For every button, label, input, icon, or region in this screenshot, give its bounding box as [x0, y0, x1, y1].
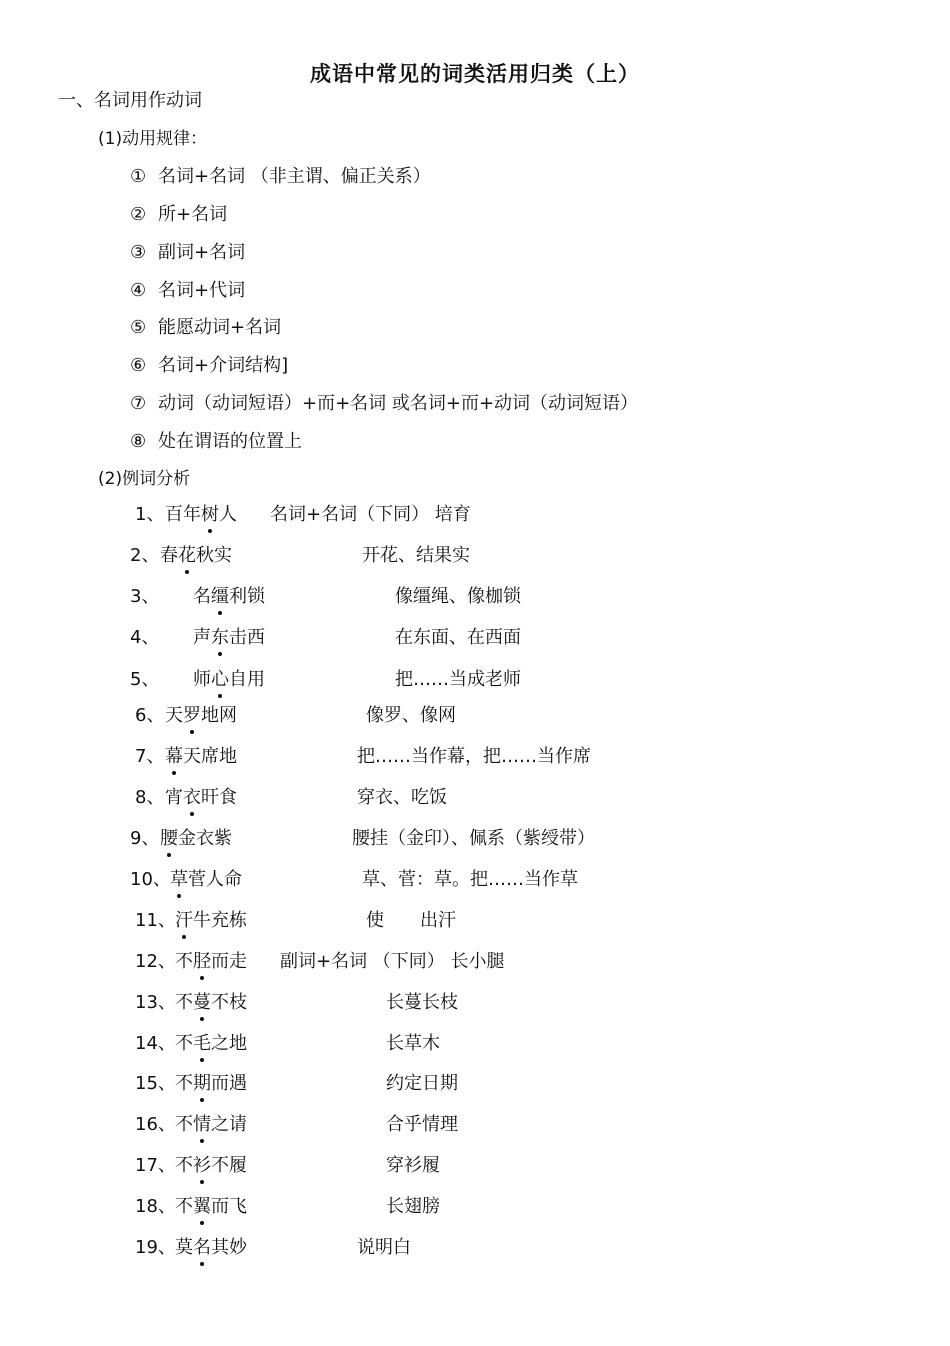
example-idiom: [160, 824, 232, 850]
example-idiom: [160, 541, 232, 567]
emphasis-dot-char: 东: [211, 623, 229, 649]
rule-number: ⑦: [130, 393, 147, 414]
example-number: 16、: [135, 1114, 176, 1135]
emphasis-dot-char: 毛: [193, 1029, 211, 1055]
rule-text: 所+名词: [158, 204, 228, 225]
idiom-char: 飞: [229, 1196, 247, 1217]
idiom-char: 金: [178, 828, 196, 849]
example-idiom: [193, 665, 265, 691]
idiom-char: 不: [175, 951, 193, 972]
example-number: 18、: [135, 1196, 176, 1217]
example-explanation: 长翅膀: [386, 1196, 440, 1217]
emphasis-dot-char: 缰: [211, 582, 229, 608]
example-explanation: 使 出汗: [366, 910, 456, 931]
rule-item: [130, 313, 281, 339]
rule-item: [130, 200, 227, 226]
emphasis-dot-char: 翼: [193, 1192, 211, 1218]
rule-item: [130, 238, 245, 264]
rules-heading: (1)动用规律：: [98, 129, 208, 149]
idiom-char: 枝: [229, 992, 247, 1013]
rule-item: [130, 162, 431, 188]
rule-text: 名词+介词结构]: [158, 355, 289, 376]
idiom-char: 旰: [201, 787, 219, 808]
emphasis-dot-char: 衫: [193, 1151, 211, 1177]
idiom-char: 击: [229, 627, 247, 648]
emphasis-dot-char: 汗: [175, 906, 193, 932]
idiom-char: 命: [224, 869, 242, 890]
example-idiom: [175, 906, 247, 932]
example-explanation: 副词+名词 （下同） 长小腿: [280, 951, 505, 972]
example-explanation: 腰挂（金印）、佩系（紫绶带）: [352, 828, 595, 849]
idiom-char: 而: [211, 1196, 229, 1217]
idiom-char: 莫: [175, 1237, 193, 1258]
idiom-char: 不: [175, 1073, 193, 1094]
idiom-char: 不: [211, 992, 229, 1013]
idiom-char: 宵: [165, 787, 183, 808]
emphasis-dot-char: 罗: [183, 701, 201, 727]
example-explanation: 穿衣、吃饭: [357, 787, 447, 808]
idiom-char: 不: [175, 1155, 193, 1176]
idiom-char: 衣: [196, 828, 214, 849]
example-idiom: [175, 1110, 247, 1136]
rule-number: ⑧: [130, 431, 147, 452]
example-number: 7、: [135, 746, 165, 767]
idiom-char: 履: [229, 1155, 247, 1176]
rule-item: [130, 351, 288, 377]
example-explanation: 长草木: [386, 1033, 440, 1054]
rule-text: 副词+名词: [158, 242, 246, 263]
rule-item: [130, 276, 245, 302]
idiom-char: 网: [219, 705, 237, 726]
emphasis-dot-char: 花: [178, 541, 196, 567]
example-number: 9、: [130, 828, 160, 849]
emphasis-dot-char: 草: [170, 865, 188, 891]
idiom-char: 充: [211, 910, 229, 931]
emphasis-dot-char: 名: [193, 1233, 211, 1259]
idiom-char: 遇: [229, 1073, 247, 1094]
idiom-char: 妙: [229, 1237, 247, 1258]
idiom-char: 不: [175, 1033, 193, 1054]
rule-number: ①: [130, 166, 147, 187]
example-number: 12、: [135, 951, 176, 972]
idiom-char: 地: [229, 1033, 247, 1054]
rule-number: ③: [130, 242, 147, 263]
idiom-char: 食: [219, 787, 237, 808]
example-explanation: 把……当成老师: [395, 669, 521, 690]
idiom-char: 人: [219, 504, 237, 525]
idiom-char: 名: [193, 586, 211, 607]
idiom-char: 走: [229, 951, 247, 972]
example-explanation: 像缰绳、像枷锁: [395, 586, 521, 607]
rule-text: 名词+名词 （非主谓、偏正关系）: [158, 166, 431, 187]
example-number: 2、: [130, 545, 160, 566]
example-idiom: [175, 1192, 247, 1218]
rule-number: ②: [130, 204, 147, 225]
idiom-char: 西: [247, 627, 265, 648]
rule-text: 处在谓语的位置上: [158, 431, 302, 452]
idiom-char: 其: [211, 1237, 229, 1258]
example-number: 8、: [135, 787, 165, 808]
example-number: 10、: [130, 869, 171, 890]
example-explanation: 说明白: [357, 1237, 411, 1258]
example-explanation: 在东面、在西面: [395, 627, 521, 648]
example-idiom: [165, 783, 237, 809]
example-number: 19、: [135, 1237, 176, 1258]
emphasis-dot-char: 情: [193, 1110, 211, 1136]
emphasis-dot-char: 心: [211, 665, 229, 691]
example-explanation: 合乎情理: [386, 1114, 458, 1135]
page-title: 成语中常见的词类活用归类（上）: [310, 62, 640, 86]
emphasis-dot-char: 期: [193, 1069, 211, 1095]
idiom-char: 不: [211, 1155, 229, 1176]
idiom-char: 而: [211, 1073, 229, 1094]
emphasis-dot-char: 腰: [160, 824, 178, 850]
example-explanation: 开花、结果实: [362, 545, 470, 566]
rule-text: 动词（动词短语）+而+名词 或名词+而+动词（动词短语）: [158, 393, 639, 414]
example-explanation: 穿衫履: [386, 1155, 440, 1176]
section-heading: 一、名词用作动词: [58, 90, 202, 111]
emphasis-dot-char: 蔓: [193, 988, 211, 1014]
example-number: 6、: [135, 705, 165, 726]
rule-text: 名词+代词: [158, 280, 246, 301]
rule-item: [130, 427, 302, 453]
example-explanation: 草、菅：草。把……当作草: [362, 869, 578, 890]
example-idiom: [193, 582, 265, 608]
idiom-char: 锁: [247, 586, 265, 607]
emphasis-dot-char: 幕: [165, 742, 183, 768]
idiom-char: 实: [214, 545, 232, 566]
rule-number: ⑤: [130, 317, 147, 338]
idiom-char: 师: [193, 669, 211, 690]
example-idiom: [165, 742, 237, 768]
example-explanation: 像罗、像网: [366, 705, 456, 726]
emphasis-dot-char: 衣: [183, 783, 201, 809]
idiom-char: 地: [219, 746, 237, 767]
idiom-char: 而: [211, 951, 229, 972]
idiom-char: 秋: [196, 545, 214, 566]
example-number: 4、: [130, 627, 160, 648]
idiom-char: 之: [211, 1033, 229, 1054]
example-number: 13、: [135, 992, 176, 1013]
idiom-char: 请: [229, 1114, 247, 1135]
rule-item: [130, 389, 638, 415]
idiom-char: 不: [175, 1114, 193, 1135]
emphasis-dot-char: 树: [201, 500, 219, 526]
example-idiom: [165, 701, 237, 727]
example-idiom: [175, 1069, 247, 1095]
idiom-char: 不: [175, 1196, 193, 1217]
rule-number: ④: [130, 280, 147, 301]
example-number: 15、: [135, 1073, 176, 1094]
idiom-char: 天: [165, 705, 183, 726]
idiom-char: 自: [229, 669, 247, 690]
idiom-char: 牛: [193, 910, 211, 931]
idiom-char: 之: [211, 1114, 229, 1135]
example-explanation: 长蔓长枝: [386, 992, 458, 1013]
rule-text: 能愿动词+名词: [158, 317, 282, 338]
example-number: 5、: [130, 669, 160, 690]
idiom-char: 不: [175, 992, 193, 1013]
example-idiom: [170, 865, 242, 891]
idiom-char: 席: [201, 746, 219, 767]
example-idiom: [165, 500, 237, 526]
emphasis-dot-char: 胫: [193, 947, 211, 973]
example-number: 17、: [135, 1155, 176, 1176]
example-idiom: [193, 623, 265, 649]
idiom-char: 人: [206, 869, 224, 890]
example-explanation: 把……当作幕，把……当作席: [357, 746, 591, 767]
example-number: 1、: [135, 504, 165, 525]
rule-number: ⑥: [130, 355, 147, 376]
idiom-char: 栋: [229, 910, 247, 931]
example-idiom: [175, 1151, 247, 1177]
idiom-char: 天: [183, 746, 201, 767]
idiom-char: 地: [201, 705, 219, 726]
example-idiom: [175, 947, 247, 973]
example-idiom: [175, 1233, 247, 1259]
example-number: 14、: [135, 1033, 176, 1054]
examples-heading: (2)例词分析: [98, 469, 191, 489]
example-idiom: [175, 988, 247, 1014]
idiom-char: 年: [183, 504, 201, 525]
idiom-char: 用: [247, 669, 265, 690]
idiom-char: 菅: [188, 869, 206, 890]
idiom-char: 利: [229, 586, 247, 607]
idiom-char: 声: [193, 627, 211, 648]
example-explanation: 约定日期: [386, 1073, 458, 1094]
idiom-char: 百: [165, 504, 183, 525]
idiom-char: 春: [160, 545, 178, 566]
example-number: 11、: [135, 910, 176, 931]
example-number: 3、: [130, 586, 160, 607]
idiom-char: 紫: [214, 828, 232, 849]
example-idiom: [175, 1029, 247, 1055]
example-explanation: 名词+名词（下同） 培育: [270, 504, 471, 525]
